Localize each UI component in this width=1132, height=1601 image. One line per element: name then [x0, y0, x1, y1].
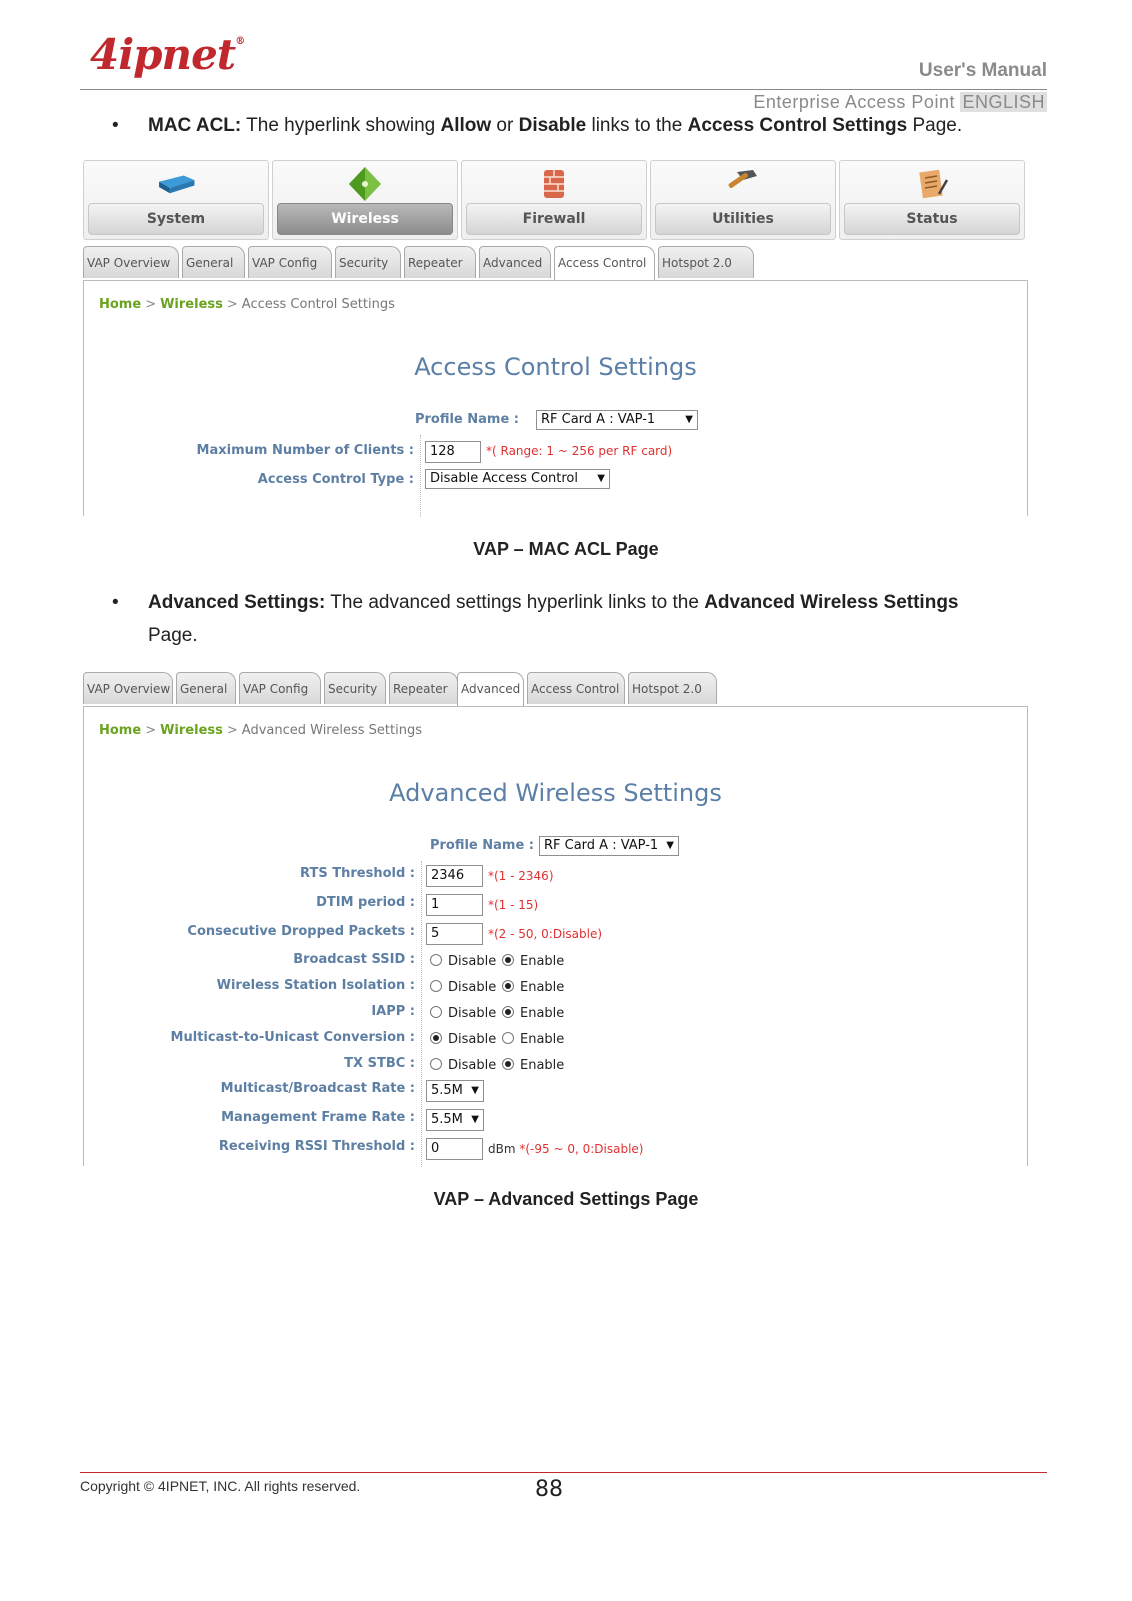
breadcrumb: Home > Wireless > Access Control Settings: [99, 297, 395, 312]
tab-repeater[interactable]: Repeater: [404, 246, 476, 278]
tab-vap-config[interactable]: VAP Config: [239, 672, 321, 704]
rts-threshold-input[interactable]: 2346: [426, 865, 483, 887]
page-title: Advanced Wireless Settings: [389, 779, 722, 807]
breadcrumb-wireless[interactable]: Wireless: [160, 297, 223, 312]
vap-tabs-2: [83, 672, 1028, 706]
profile-name-select[interactable]: RF Card A : VAP-1 ▼: [539, 836, 679, 856]
dtim-period-hint: *(1 - 15): [488, 898, 539, 912]
tab-hotspot[interactable]: Hotspot 2.0: [628, 672, 717, 704]
nav-wireless-button[interactable]: Wireless: [272, 160, 458, 240]
max-clients-label: Maximum Number of Clients :: [196, 443, 414, 458]
iapp-enable-radio[interactable]: Enable: [502, 1006, 564, 1021]
chevron-down-icon: ▼: [597, 473, 605, 484]
station-isolation-enable-radio[interactable]: Enable: [502, 980, 564, 995]
dropped-packets-hint: *(2 - 50, 0:Disable): [488, 927, 603, 941]
form-divider: [421, 861, 422, 1167]
breadcrumb-wireless[interactable]: Wireless: [160, 723, 223, 738]
company-logo: 4ipnet®: [90, 30, 245, 79]
vap-tabs-1: [83, 246, 1028, 280]
hammer-icon: [723, 167, 763, 201]
station-isolation-label: Wireless Station Isolation :: [216, 978, 415, 993]
nav-status-button[interactable]: Status: [839, 160, 1025, 240]
max-clients-hint: *( Range: 1 ~ 256 per RF card): [486, 444, 673, 458]
rssi-threshold-hint: dBm *(-95 ~ 0, 0:Disable): [488, 1142, 644, 1156]
tab-vap-overview[interactable]: VAP Overview: [83, 672, 173, 704]
tx-stbc-disable-radio[interactable]: Disable: [430, 1058, 496, 1073]
firewall-icon: [534, 167, 574, 201]
breadcrumb-home[interactable]: Home: [99, 297, 142, 312]
main-nav: [83, 160, 1028, 240]
tab-hotspot[interactable]: Hotspot 2.0: [658, 246, 754, 278]
dtim-period-input[interactable]: 1: [426, 894, 483, 916]
status-icon: [912, 167, 952, 201]
copyright-text: Copyright © 4IPNET, INC. All rights reserved.: [80, 1478, 361, 1494]
page-title: Access Control Settings: [414, 353, 697, 381]
station-isolation-disable-radio[interactable]: Disable: [430, 980, 496, 995]
tab-advanced[interactable]: Advanced: [479, 246, 551, 278]
max-clients-input[interactable]: 128: [425, 441, 481, 463]
tx-stbc-enable-radio[interactable]: Enable: [502, 1058, 564, 1073]
profile-name-label: Profile Name :: [429, 838, 534, 853]
wireless-icon: [345, 167, 385, 201]
breadcrumb: Home > Wireless > Advanced Wireless Settings: [99, 723, 422, 738]
tab-security[interactable]: Security: [324, 672, 386, 704]
dropped-packets-input[interactable]: 5: [426, 923, 483, 945]
tab-access-control[interactable]: Access Control: [554, 246, 655, 281]
nav-system-button[interactable]: System: [83, 160, 269, 240]
figure-caption-2: VAP – Advanced Settings Page: [433, 1189, 699, 1209]
mcast-unicast-enable-radio[interactable]: Enable: [502, 1032, 564, 1047]
page-number: 88: [535, 1477, 563, 1502]
iapp-label: IAPP :: [371, 1004, 415, 1019]
nav-firewall-button[interactable]: Firewall: [461, 160, 647, 240]
breadcrumb-current: Advanced Wireless Settings: [241, 723, 422, 738]
tab-access-control[interactable]: Access Control: [527, 672, 625, 704]
figure-caption-1: VAP – MAC ACL Page: [473, 539, 659, 559]
mgmt-rate-label: Management Frame Rate :: [221, 1110, 415, 1125]
header-divider: [80, 89, 1047, 90]
mcast-unicast-label: Multicast-to-Unicast Conversion :: [170, 1030, 415, 1045]
tab-vap-config[interactable]: VAP Config: [248, 246, 332, 278]
access-control-panel: [83, 280, 1028, 516]
rts-threshold-label: RTS Threshold :: [300, 866, 415, 881]
chevron-down-icon: ▼: [685, 414, 693, 425]
advanced-wireless-panel: [83, 706, 1028, 1166]
dtim-period-label: DTIM period :: [316, 895, 415, 910]
manual-title: User's Manual: [918, 60, 1047, 81]
tab-security[interactable]: Security: [335, 246, 401, 278]
tab-vap-overview[interactable]: VAP Overview: [83, 246, 179, 278]
tab-general[interactable]: General: [176, 672, 236, 704]
broadcast-ssid-disable-radio[interactable]: Disable: [430, 954, 496, 969]
chevron-down-icon: ▼: [471, 1114, 479, 1125]
mcast-rate-select[interactable]: 5.5M ▼: [426, 1080, 484, 1102]
dropped-packets-label: Consecutive Dropped Packets :: [187, 924, 415, 939]
footer-divider: [80, 1472, 1047, 1473]
tx-stbc-label: TX STBC :: [344, 1056, 415, 1071]
broadcast-ssid-label: Broadcast SSID :: [293, 952, 415, 967]
tab-general[interactable]: General: [182, 246, 245, 278]
profile-name-select[interactable]: RF Card A : VAP-1 ▼: [536, 410, 698, 430]
iapp-disable-radio[interactable]: Disable: [430, 1006, 496, 1021]
broadcast-ssid-enable-radio[interactable]: Enable: [502, 954, 564, 969]
tab-repeater[interactable]: Repeater: [389, 672, 458, 704]
switch-icon: [156, 167, 196, 201]
mcast-unicast-disable-radio[interactable]: Disable: [430, 1032, 496, 1047]
form-divider: [420, 435, 421, 517]
breadcrumb-current: Access Control Settings: [241, 297, 395, 312]
language-label: ENGLISH: [962, 92, 1045, 112]
mgmt-rate-select[interactable]: 5.5M ▼: [426, 1109, 484, 1131]
tab-advanced[interactable]: Advanced: [457, 672, 524, 707]
rts-threshold-hint: *(1 - 2346): [488, 869, 554, 883]
acl-type-label: Access Control Type :: [257, 472, 414, 487]
manual-subtitle: Enterprise Access Point ENGLISH: [753, 92, 1045, 112]
profile-name-label: Profile Name :: [414, 412, 519, 427]
nav-utilities-button[interactable]: Utilities: [650, 160, 836, 240]
chevron-down-icon: ▼: [666, 840, 674, 851]
chevron-down-icon: ▼: [471, 1085, 479, 1096]
rssi-threshold-label: Receiving RSSI Threshold :: [218, 1139, 415, 1154]
rssi-threshold-input[interactable]: 0: [426, 1138, 483, 1160]
mcast-rate-label: Multicast/Broadcast Rate :: [220, 1081, 415, 1096]
breadcrumb-home[interactable]: Home: [99, 723, 142, 738]
acl-type-select[interactable]: Disable Access Control ▼: [425, 469, 610, 489]
